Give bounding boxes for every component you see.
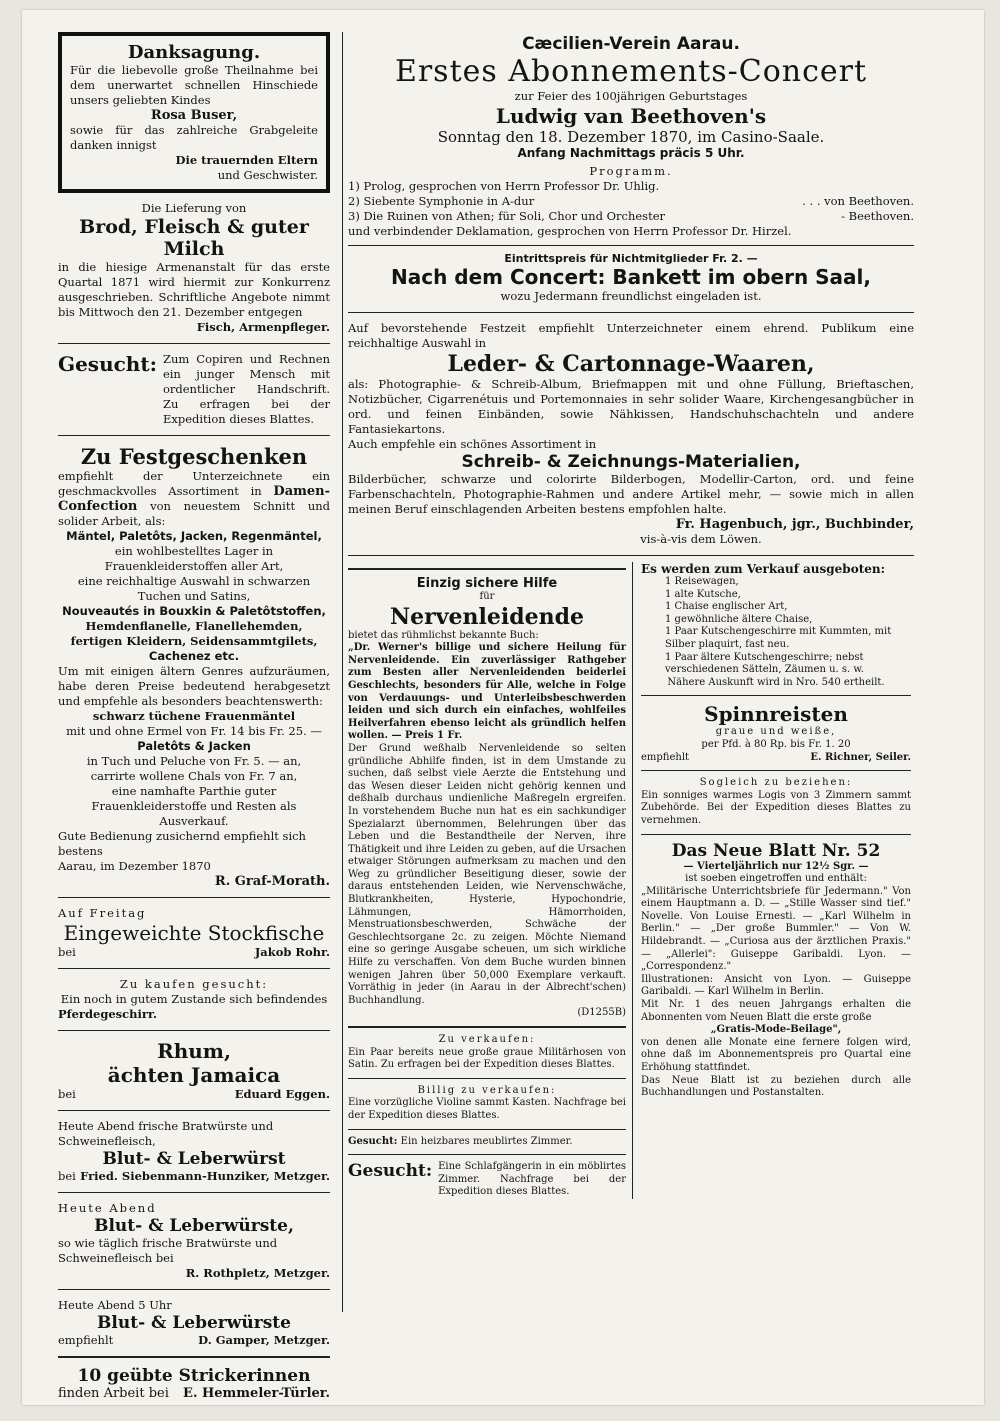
nerven-title: Nervenleidende: [390, 603, 584, 630]
fest-l2: Mäntel, Paletôts, Jacken, Regenmäntel,: [66, 529, 322, 543]
concert-p1: 1) Prolog, gesprochen von Herrn Professor Dr. Uhlig.: [348, 179, 660, 193]
blatt-l3: Illustrationen: Ansicht von Lyon. — Guiseppe Garibaldi. — Karl Wilhelm in Berlin.: [641, 973, 911, 998]
concert-entry: Eintrittspreis für Nichtmitglieder Fr. 2. —: [504, 252, 758, 265]
divider: [348, 568, 626, 570]
gesucht-title: Gesucht:: [58, 352, 157, 376]
fest-title: Zu Festgeschenken: [80, 444, 308, 469]
blatt-l6: von denen alle Monate eine fernere folgen wird, ohne daß im Abonnementspreis pro Quartal eine Erhöhung stattfindet.: [641, 1036, 911, 1073]
stock-intro: Auf Freitag: [58, 906, 147, 920]
heute3-empf: empfiehlt: [58, 1333, 114, 1347]
verk2-body: Eine vorzügliche Violine sammt Kasten. Nachfrage bei der Expedition dieses Blattes.: [348, 1097, 626, 1121]
right-lower: [348, 562, 914, 1199]
right-column: [348, 32, 914, 1199]
divider: [641, 834, 911, 835]
concert-start: Anfang Nachmittags präcis 5 Uhr.: [517, 146, 745, 160]
kaufen-title: Zu kaufen gesucht:: [119, 977, 269, 991]
fest-l1c: von neuestem Schnitt und solider Arbeit, als:: [58, 499, 331, 528]
divider: [348, 555, 914, 556]
fest-l8: Cachenez etc.: [148, 649, 240, 663]
brod-sign: Fisch, Armenpfleger.: [196, 320, 330, 334]
heute3-intro: Heute Abend 5 Uhr: [58, 1298, 172, 1312]
concert-bankett: Nach dem Concert: Bankett im obern Saal,: [390, 265, 872, 289]
divider: [348, 312, 914, 313]
kaufen-item: Pferdegeschirr.: [58, 1007, 157, 1021]
concert-p2a: 2) Siebente Symphonie in A-dur: [348, 194, 535, 208]
verk2-title: Billig zu verkaufen:: [417, 1084, 557, 1096]
left-column: [58, 32, 330, 1403]
stockfische-ad: [58, 904, 330, 962]
fest-l17: Aarau, im Dezember 1870: [58, 859, 211, 873]
nerven-fur: für: [479, 591, 495, 602]
heute2-body: so wie täglich frische Bratwürste und Schweinefleisch bei: [58, 1236, 278, 1265]
ges3-label: Gesucht:: [348, 1161, 433, 1182]
spinn-title: Spinnreisten: [704, 702, 848, 727]
blatt-l7: Das Neue Blatt ist zu beziehen durch alle Buchhandlungen und Postanstalten.: [641, 1074, 911, 1099]
blatt-l5: „Gratis-Mode-Beilage",: [710, 1024, 842, 1036]
concert-sub2: Ludwig van Beethoven's: [495, 104, 767, 128]
concert-p3b: - Beethoven.: [841, 209, 914, 223]
heute2-title: Blut- & Leberwürste,: [94, 1216, 294, 1236]
nerven-body: „Dr. Werner's billige und sichere Heilung für Nervenleidende. Ein zuverlässiger Rathgeber zum Besten aller Nervenleidenden beiderlei Geschlechts, besonders für Alle, welche in Folge von Verdauungs- und Unterleibsbeschwerden leiden und sich durch ein einfaches, wohlfeiles Heilverfahren ebenso leicht als gründlich helfen wollen. — Preis 1 Fr.: [348, 642, 626, 742]
fest-l6: Hemdenflanelle, Flanellehemden,: [85, 619, 303, 633]
leder-title2: Schreib- & Zeichnungs-Materialien,: [461, 452, 801, 472]
fest-sign: R. Graf-Morath.: [214, 874, 330, 889]
verkauf-item: 1 Chaise englischer Art,: [665, 601, 788, 613]
divider: [58, 343, 330, 344]
stock-title: Eingeweichte Stockfische: [63, 921, 325, 945]
leder-sign2: vis-à-vis dem Löwen.: [640, 532, 762, 546]
blatt-price: — Vierteljährlich nur 12½ Sgr. —: [683, 860, 869, 872]
brod-title: Brod, Fleisch & guter Milch: [79, 216, 309, 260]
right-lower-left: [348, 562, 633, 1199]
rhum-title: Rhum,: [157, 1039, 231, 1063]
verkauf-item: 1 Paar ältere Kutschengeschirre; nebst verschiedenen Sätteln, Zäumen u. s. w.: [665, 651, 864, 676]
divider: [58, 968, 330, 969]
concert-title: Erstes Abonnements-Concert: [394, 54, 868, 89]
heute3-ad: [58, 1296, 330, 1350]
strick-name: E. Hemmeler-Türler.: [183, 1386, 330, 1401]
divider: [58, 1030, 330, 1031]
divider: [58, 1110, 330, 1111]
ges2-body: Ein heizbares meublirtes Zimmer.: [400, 1135, 573, 1147]
heute2-intro: Heute Abend: [58, 1201, 157, 1215]
heute2-ad: [58, 1199, 330, 1283]
fest-l1: empfiehlt der Unterzeichnete ein geschmackvolles Assortiment in: [58, 469, 330, 498]
rhum-ad: [58, 1037, 330, 1104]
spinn-empf: empfiehlt: [641, 751, 690, 763]
fest-l1b: Damen-Confection: [58, 484, 330, 514]
heute1-name: Fried. Siebenmann-Hunziker, Metzger.: [80, 1169, 330, 1183]
rhum-name: Eduard Eggen.: [234, 1087, 330, 1101]
divider: [58, 435, 330, 436]
blatt-title: Das Neue Blatt Nr. 52: [671, 840, 881, 861]
spinn-name: E. Richner, Seiler.: [810, 751, 911, 763]
rhum-sub: ächten Jamaica: [107, 1063, 281, 1087]
fest-l4: eine reichhaltige Auswahl in schwarzen Tuchen und Satins,: [77, 574, 311, 603]
blatt-l1: ist soeben eingetroffen und enthält:: [685, 873, 867, 885]
divider: [58, 897, 330, 898]
divider: [348, 1154, 626, 1155]
divider: [641, 770, 911, 771]
dank-title: Danksagung.: [127, 42, 261, 63]
brod-body: in die hiesige Armenanstalt für das erste Quartal 1871 wird hiermit zur Konkurrenz ausgeschrieben. Schriftliche Angebote nimmt bis Mittwoch den 21. Dezember entgegen: [58, 260, 330, 319]
divider: [58, 1192, 330, 1193]
dank-sign1: Die trauernden Eltern: [175, 153, 318, 167]
divider: [348, 245, 914, 246]
verkauf-footer: Nähere Auskunft wird in Nro. 540 ertheilt.: [667, 676, 885, 688]
strick-ad: [58, 1364, 330, 1403]
stock-bei: bei: [58, 945, 76, 959]
nerven-code: (D1255B): [577, 1007, 626, 1019]
strick-body: finden Arbeit bei: [58, 1386, 169, 1401]
spinn-sub: graue und weiße,: [715, 726, 837, 738]
leder-l1: als: Photographie- & Schreib-Album, Briefmappen mit und ohne Füllung, Brieftaschen, Notizbücher, Cigarrenétuis und Portemonnaies in sehr solider Waare, Kirchengesangbücher in ord. und feinen Einbänden, sowie Nähkissen, Handschuhschachteln und andere Fantasiekartons.: [348, 377, 914, 436]
divider: [641, 695, 911, 696]
festgeschenke-ad: [58, 442, 330, 891]
heute1-bei: bei: [58, 1169, 76, 1183]
rhum-bei: bei: [58, 1087, 76, 1101]
heute1-title: Blut- & Leberwürst: [102, 1149, 286, 1169]
divider: [58, 1356, 330, 1358]
verkauf-item: 1 alte Kutsche,: [665, 588, 741, 600]
brod-intro: Die Lieferung von: [141, 201, 247, 215]
concert-prog: Programm.: [589, 164, 673, 178]
brod-ad: [58, 199, 330, 337]
leder-ad: [348, 319, 914, 549]
divider: [58, 1289, 330, 1290]
sogleich-body: Ein sonniges warmes Logis von 3 Zimmern sammt Zubehörde. Bei der Expedition dieses Blattes zu vernehmen.: [641, 789, 911, 826]
leder-l3: Bilderbücher, schwarze und colorirte Bilderbogen, Modellir-Carton, ord. und feine Farbenschachteln, Photographie-Rahmen und andere Artikel mehr, — sowie mich in allen meinen Beruf einschlagenden Arbeiten bestens empfohlen halte.: [348, 472, 914, 516]
fest-l15: eine namhafte Parthie guter Frauenkleiderstoffe und Resten als Ausverkauf.: [91, 784, 297, 828]
dank-sign2: und Geschwister.: [217, 168, 318, 182]
nerven-body2: Der Grund weßhalb Nervenleidende so selten gründliche Abhilfe finden, ist in dem Umstande zu suchen, daß selbst viele Aerzte die Entstehung und das Wesen dieser Leiden nicht gehörig kennen und deßhalb durchaus undienliche Maßregeln ergreifen. In vorstehendem Buche nun hat es ein sachkundiger Spezialarzt übernommen, Belehrungen über das Leben und die Bestandtheile der Nerven, ihre Thätigkeit und ihre Leiden zu geben, auf die Ursachen etwaiger Störungen aufmerksam zu machen und den Weg zu gründlicher Beseitigung dieser, sowie der daraus entstehenden Leiden, wie Nervenschwäche, Blutkrankheiten, Hysterie, Hypochondrie, Lähmungen, Hämorrhoiden, Menstruationsbeschwerden, Schwäche der Geschlechtsorgane 2c. zu zeigen. Möchte Niemand eine so geringe Ausgabe scheuen, um sich wirkliche Hilfe zu verschaffen. Von dem Buche wurden binnen wenigen Jahren über 50,000 Exemplare verkauft. Vorräthig in jeder (in Aarau in der Albrecht'schen) Buchhandlung.: [348, 742, 626, 1006]
concert-ad: [348, 32, 914, 306]
dank-body: Für die liebevolle große Theilnahme bei dem unerwartet schnellen Hinschiede unsers geliebten Kindes: [70, 63, 318, 107]
verkauf-item: 1 gewöhnliche ältere Chaise,: [665, 613, 813, 625]
nerven-intro: bietet das rühmlichst bekannte Buch:: [348, 629, 539, 641]
nerven-head: Einzig sichere Hilfe: [416, 576, 558, 591]
heute3-title: Blut- & Leberwürste: [97, 1313, 291, 1333]
verkauf-list: [641, 576, 911, 677]
divider: [348, 1129, 626, 1130]
verkauf-title: Es werden zum Verkauf ausgeboten:: [641, 562, 886, 576]
fest-l16: Gute Bedienung zusichernd empfiehlt sich bestens: [58, 829, 306, 858]
divider: [348, 1026, 626, 1028]
concert-invite: wozu Jedermann freundlichst eingeladen ist.: [500, 289, 762, 303]
fest-l13: in Tuch und Peluche von Fr. 5. — an,: [86, 754, 302, 768]
fest-l9: Um mit einigen ältern Genres aufzuräumen, habe deren Preise bedeutend herabgesetzt und empfehle als besonders beachtenswerth:: [58, 664, 330, 708]
heute3-name: D. Gamper, Metzger.: [198, 1333, 330, 1347]
gesucht-ad: [58, 350, 330, 429]
heute1-body: Heute Abend frische Bratwürste und Schweinefleisch,: [58, 1119, 274, 1148]
blatt-l2: „Militärische Unterrichtsbriefe für Jedermann." Von einem Hauptmann a. D. — „Stille Wasser sind tief." Novelle. Von Louise Ernesti. — „Karl Wilhelm in Berlin." — „Der große Bummler." — Von W. Hildebrandt. — „Curiosa aus der ärztlichen Praxis." — „Allerlei": Guiseppe Garibaldi. Lyon. — „Correspondenz.": [641, 885, 911, 973]
ges3-body: Eine Schlafgängerin in ein möblirtes Zimmer. Nachfrage bei der Expedition dieses Blattes.: [438, 1161, 626, 1198]
fest-l12: Paletôts & Jacken: [137, 739, 251, 753]
leder-intro: Auf bevorstehende Festzeit empfiehlt Unterzeichneter einem ehrend. Publikum eine reichhaltige Auswahl in: [348, 321, 914, 350]
leder-l2: Auch empfehle ein schönes Assortiment in: [348, 437, 597, 451]
ges2-label: Gesucht:: [348, 1135, 398, 1147]
danksagung-ad: [58, 32, 330, 193]
concert-p3a: 3) Die Ruinen von Athen; für Soli, Chor und Orchester: [348, 209, 665, 223]
right-lower-right: [641, 562, 911, 1199]
newspaper-page: [22, 10, 984, 1405]
fest-l14: carrirte wollene Chals von Fr. 7 an,: [90, 769, 298, 783]
leder-sign: Fr. Hagenbuch, jgr., Buchbinder,: [675, 517, 914, 532]
fest-l3: ein wohlbestelltes Lager in Frauenkleiderstoffen aller Art,: [104, 544, 284, 573]
kaufen-ad: [58, 975, 330, 1024]
column-rule: [342, 32, 343, 1312]
fest-l10: schwarz tüchene Frauenmäntel: [92, 709, 296, 723]
dank-name: Rosa Buser,: [150, 108, 238, 123]
divider: [348, 1078, 626, 1079]
verk1-title: Zu verkaufen:: [438, 1034, 536, 1045]
concert-p2b: . . . von Beethoven.: [802, 194, 914, 208]
verkauf-item: 1 Paar Kutschengeschirre mit Kummten, mit Silber plaquirt, fast neu.: [665, 626, 892, 650]
kaufen-body: Ein noch in gutem Zustande sich befindendes: [60, 992, 328, 1006]
leder-title: Leder- & Cartonnage-Waaren,: [447, 351, 815, 377]
strick-title: 10 geübte Strickerinnen: [77, 1366, 311, 1386]
ges3-ad: [348, 1161, 626, 1199]
dank-body2: sowie für das zahlreiche Grabgeleite danken innigst: [70, 123, 318, 152]
heute2-name: R. Rothpletz, Metzger.: [185, 1266, 330, 1280]
verk1-body: Ein Paar bereits neue große graue Militärhosen von Satin. Zu erfragen bei der Expedition dieses Blattes.: [348, 1046, 626, 1071]
fest-l11: mit und ohne Ermel von Fr. 14 bis Fr. 25. —: [66, 724, 322, 738]
sogleich-title: Sogleich zu beziehen:: [699, 777, 853, 789]
concert-p4: und verbindender Deklamation, gesprochen von Herrn Professor Dr. Hirzel.: [348, 224, 792, 238]
concert-date: Sonntag den 18. Dezember 1870, im Casino-Saale.: [437, 128, 825, 146]
blatt-l4: Mit Nr. 1 des neuen Jahrgangs erhalten die Abonnenten vom Neuen Blatt die erste große: [641, 999, 911, 1023]
fest-l7: fertigen Kleidern, Seidensammtgilets,: [70, 634, 318, 648]
fest-l5: Nouveautés in Bouxkin & Paletôtstoffen,: [62, 604, 326, 618]
heute1-ad: [58, 1117, 330, 1186]
gesucht-body: Zum Copiren und Rechnen ein junger Mensch mit ordentlicher Handschrift. Zu erfragen bei der Expedition dieses Blattes.: [162, 352, 330, 426]
stock-name: Jakob Rohr.: [254, 945, 330, 959]
concert-verein: Cæcilien-Verein Aarau.: [522, 34, 740, 54]
spinn-body: per Pfd. à 80 Rp. bis Fr. 1. 20: [701, 738, 851, 750]
verkauf-item: 1 Reisewagen,: [665, 576, 739, 587]
concert-sub1: zur Feier des 100jährigen Geburtstages: [514, 89, 748, 103]
